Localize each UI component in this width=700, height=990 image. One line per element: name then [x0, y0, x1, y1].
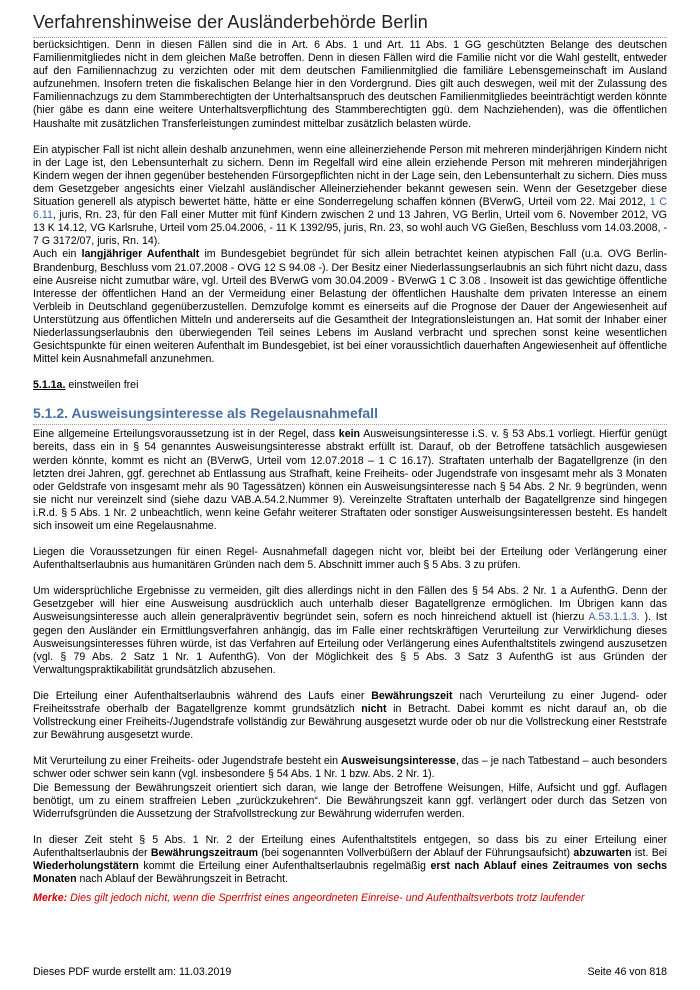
- footer-created-date: Dieses PDF wurde erstellt am: 11.03.2019: [33, 966, 232, 978]
- paragraph: Ein atypischer Fall ist nicht allein deshalb anzunehmen, wenn eine alleinerziehende Person mit mehreren minderjährigen Kindern nicht in der Lage ist, den Lebensunterhalt zu sichern. Denn im Regelfall wird eine allein erziehende Person mit mehreren minderjährigen Kindern wegen der ihnen gegenüber bestehenden Fürsorgepflichten nicht in der Lage sein, den Lebensunterhalt zu sichern. Dies muss dem Gesetzgeber angesichts einer Vielzahl ausländischer Alleinerziehender bekannt gewesen sein. Wenn der Gesetzgeber diese Situation generell als atypisch bewertet hätte, hätte er eine Sonderregelung schaffen können (BVerwG, Urteil vom 22. Mai 2012, 1 C 6.11, juris, Rn. 23, für den Fall einer Mutter mit fünf Kindern zwischen 2 und 13 Jahren, VG Berlin, Urteil vom 6. November 2012, VG 13 K 14.12, VG Karlsruhe, Urteil vom 25.04.2006, - 11 K 1392/95, juris, Rn. 23, so wohl auch VG Gießen, Beschluss vom 14.03.2008, - 7 G 3172/07, juris, Rn. 14). Auch ein langjähriger Aufenthalt im Bundesgebiet begründet für sich allein betrachtet keinen atypischen Fall (u.a. OVG Berlin-Brandenburg, Beschluss vom 21.07.2008 - OVG 12 S 94.08 -). Der Besitz einer Niederlassungserlaubnis an sich führt nicht dazu, dass eine Ausreise nicht zumutbar wäre, vgl. Urteil des BVerwG vom 30.04.2009 - BVerwG 1 C 3.08 . Insoweit ist das gewichtige öffentliche Interesse der öffentlichen Hand an der Vermeidung einer Belastung der öffentlichen Haushalte dem privaten Interesse an einem Verbleib in Deutschland gegenüberzustellen. Demzufolge kommt es einerseits auf die Prognose der Dauer der Angewiesenheit auf Unterstützung aus öffentlichen Mitteln und andererseits auf die Gesamtheit der Integrationsleistungen an. Hat somit der Inhaber einer Niederlassungserlaubnis den überwiegenden Teil seines Lebens im Ausland verbracht und sprechen sonst keine wesentlichen Gesichtspunkte für einen weiteren Aufenthalt im Bundesgebiet, ist bei einer voraussichtlich dauerhaften Angewiesenheit auf öffentliche Mittel kein Ausnahmefall anzunehmen.: [33, 143, 668, 366]
- page-footer: [33, 966, 667, 978]
- paragraph: 5.1.1a. einstweilen frei: [33, 379, 139, 392]
- cross-reference-link[interactable]: A.53.1.1.3.: [588, 611, 640, 624]
- document-body: [33, 39, 667, 905]
- paragraph: Eine allgemeine Erteilungsvoraussetzung ist in der Regel, dass kein Ausweisungsinteresse i.S. v. § 53 Abs.1 vorliegt. Hierfür genügt bereits, dass ein in § 54 genanntes Ausweisungsinteresse abstrakt erfüllt ist. Darauf, ob der Betroffene tatsächlich ausgewiesen werden könnte, kommt es nicht an (BVerwG, Urteil vom 12.07.2018 – 1 C 16.17). Straftaten unterhalb der Bagatellgrenze (in den letzten drei Jahren, ggf. gerechnet ab Entlassung aus Strafhaft, keine Freiheits- oder Jugendstrafe von insgesamt mehr als 3 Monaten oder Geldstrafe von insgesamt mehr als 90 Tagessätzen) können ein Ausweisungsinteresse nach § 54 Abs. 2 Nr. 9 begründen, wenn sie nicht nur vereinzelt sind (siehe dazu VAB.A.54.2.Nummer 9). Vereinzelte Straftaten unterhalb der Bagatellgrenze sind hingegen i.R.d. § 5 Abs. 1 Nr. 2 unbeachtlich, wenn keine Gefahr weiterer Straftaten oder sonstiger Ausweisungsinteressen besteht. Es handelt sich insoweit um eine Regelausnahme.: [33, 428, 667, 532]
- footer-page-number: Seite 46 von 818: [587, 966, 667, 978]
- paragraph: Die Erteilung einer Aufenthaltserlaubnis während des Laufs einer Bewährungszeit nach Verurteilung zu einer Jugend- oder Freiheitsstrafe oberhalb der Bagatellgrenze kommt grundsätzlich nicht in Betracht. Dabei kommt es nicht darauf an, ob die Vollstreckung einer Freiheits-/Jugendstrafe vollständig zur Bewährung ausgesetzt wurde oder ob nur die Vollstreckung einer Reststrafe zur Bewährung ausgesetzt wurde.: [33, 689, 668, 742]
- merke-note: Merke: Dies gilt jedoch nicht, wenn die Sperrfrist eines angeordneten Einreise- und Aufenthaltsverbots trotz laufender: [33, 892, 585, 905]
- section-reference-link[interactable]: 5.1.1a.: [33, 379, 66, 392]
- paragraph: Mit Verurteilung zu einer Freiheits- oder Jugendstrafe besteht ein Ausweisungsinteresse, das – je nach Tatbestand – auch besonders schwer oder schwer sein kann (vgl. insbesondere § 54 Abs. 1 Nr. 1 bzw. Abs. 2 Nr. 1). Die Bemessung der Bewährungszeit orientiert sich daran, wie lange der Betroffene Weisungen, Hilfe, Aufsicht und ggf. Auflagen benötigt, um zu einem straffreien Leben „zurückzukehren“. Die Bewährungszeit kann ggf. verlängert oder durch das Setzen von Widerrufsgründen die Aussetzung der Strafvollstreckung zur Bewährung widerrufen werden.: [33, 755, 667, 820]
- section-heading: 5.1.2. Ausweisungsinteresse als Regelausnahmefall: [33, 405, 667, 425]
- case-link[interactable]: 1 C 6.11: [33, 196, 667, 222]
- merke-label: Merke:: [33, 892, 68, 905]
- paragraph: Liegen die Voraussetzungen für einen Regel- Ausnahmefall dagegen nicht vor, bleibt bei der Erteilung oder Verlängerung einer Aufenthaltserlaubnis aus humanitären Gründen nach dem 5. Abschnitt immer auch § 5 Abs. 3 zu prüfen.: [33, 546, 667, 572]
- document-header-title: Verfahrenshinweise der Ausländerbehörde Berlin: [33, 12, 428, 32]
- paragraph: berücksichtigen. Denn in diesen Fällen sind die in Art. 6 Abs. 1 und Art. 11 Abs. 1 GG geschützten Belange des deutschen Familienmitgliedes nicht in dem gleichen Maße betroffen. Denn in diesen Fällen wird die Familie nicht vor die Wahl gestellt, entweder auf den Familiennachzug zu verzichten oder mit dem deutschen Familienmitglied die familiäre Lebensgemeinschaft im Ausland aufzunehmen. Insofern treten die fiskalischen Belange hier in den Vordergrund. Dies gilt auch deswegen, weil mit der Zulassung des Familiennachzugs zu dem Stammberechtigten der Unterhaltsanspruch des deutschen Familienmitgliedes beeinträchtigt werden könnte (hier gäbe es dann eine weitere Unterhaltsverpflichtung des Stammberechtigten ggü. dem Nachziehenden), was die öffentlichen Haushalte mit zusätzlichen Transferleistungen zumindest mittelbar zusätzlich belasten würde.: [33, 39, 667, 130]
- header-divider: [33, 37, 667, 38]
- paragraph: Um widersprüchliche Ergebnisse zu vermeiden, gilt dies allerdings nicht in den Fällen des § 54 Abs. 2 Nr. 1 a AufenthG. Denn der Gesetzgeber will hier eine Ausweisung ausdrücklich auch unterhalb dieser Bagatellgrenze ermöglichen. Im Übrigen kann das Ausweisungsinteresse auch allein generalpräventiv begründet sein, sofern es noch hinreichend aktuell ist (hierzu A.53.1.1.3. ). Ist gegen den Ausländer ein Ermittlungsverfahren anhängig, das im Falle einer rechtskräftigen Verurteilung zur Verwirklichung dieses Ausweisungsinteresses führen würde, ist das Verfahren auf Erteilung oder Verlängerung eines Aufenthaltstitels zwingend auszusetzen (vgl. § 79 Abs. 2 Satz 1 Nr. 1 AufenthG). Von der Möglichkeit des § 5 Abs. 3 Satz 3 AufenthG ist aus Gründen der Verwaltungspraktikabilität grundsätzlich abzusehen.: [33, 585, 667, 676]
- paragraph: In dieser Zeit steht § 5 Abs. 1 Nr. 2 der Erteilung eines Aufenthaltstitels entgegen, so dass bis zu einer Erteilung einer Aufenthaltserlaubnis der Bewährungszeitraum (bei sogenannten Vollverbüßern der Ablauf der Führungsaufsicht) abzuwarten ist. Bei Wiederholungstätern kommt die Erteilung einer Aufenthaltserlaubnis regelmäßig erst nach Ablauf eines Zeitraumes von sechs Monaten nach Ablauf der Bewährungszeit in Betracht.: [33, 833, 668, 886]
